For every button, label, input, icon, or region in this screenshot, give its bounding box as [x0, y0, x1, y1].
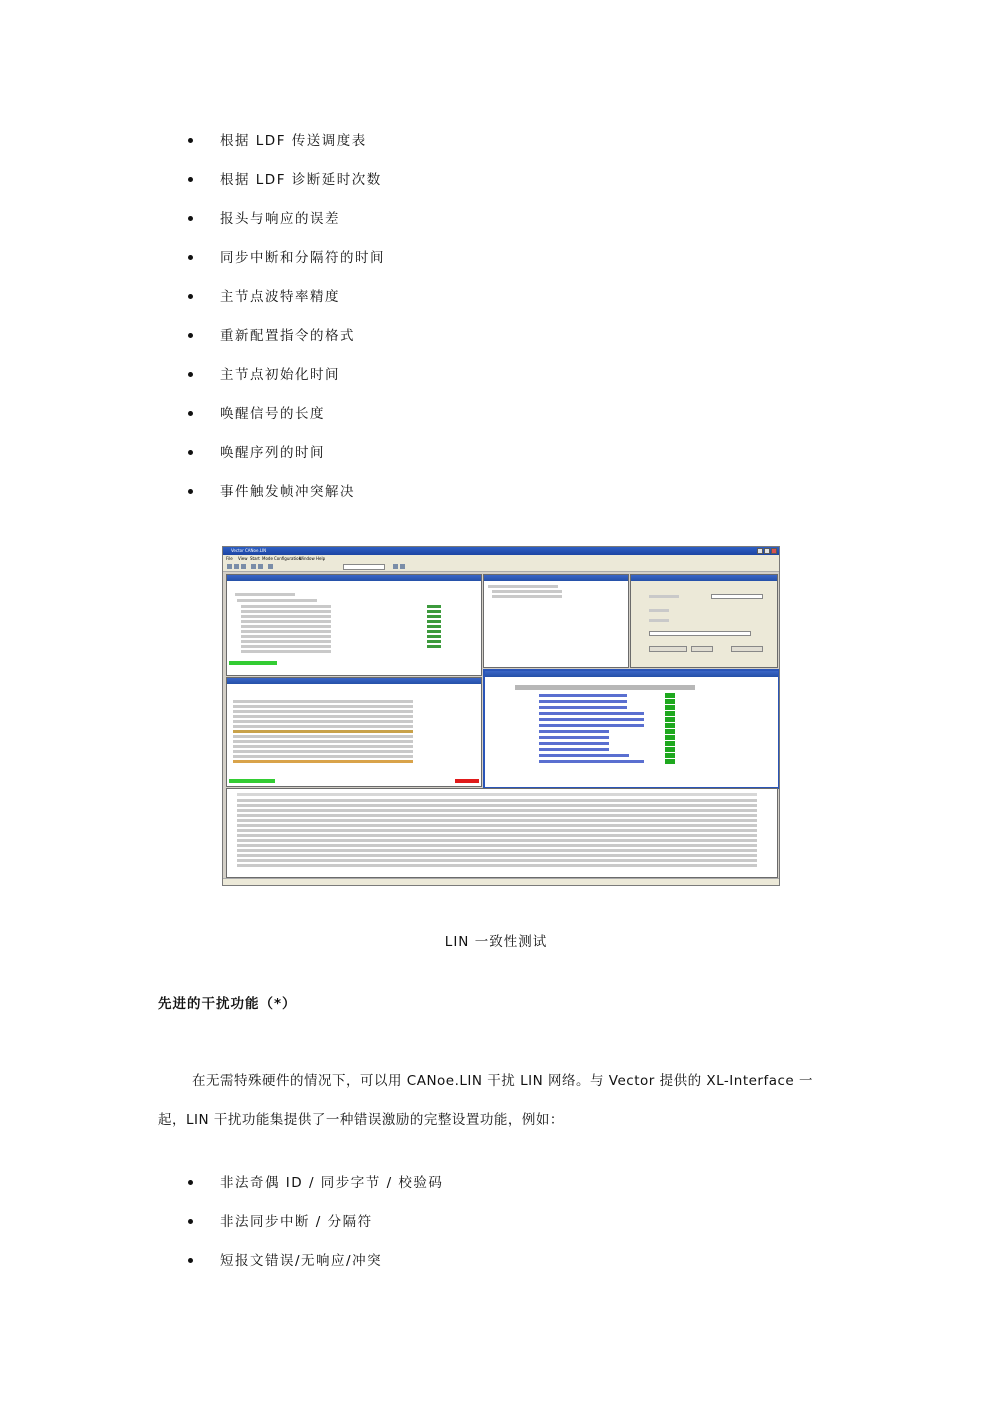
table-row [237, 849, 757, 852]
report-link[interactable] [539, 718, 644, 721]
table-row [237, 844, 757, 847]
bullet-dot-icon [188, 1258, 193, 1263]
status-badge [427, 610, 441, 613]
bullet-dot-icon [188, 294, 193, 299]
bullet-dot-icon [188, 1219, 193, 1224]
menu-view[interactable]: View [238, 556, 248, 561]
stop-icon[interactable] [258, 564, 263, 569]
bullet-dot-icon [188, 411, 193, 416]
error-indicator [455, 779, 479, 783]
test-log-panel [226, 677, 482, 787]
open-icon[interactable] [234, 564, 239, 569]
table-row [237, 839, 757, 842]
report-link[interactable] [539, 724, 644, 727]
apply-button[interactable] [731, 646, 763, 652]
table-row [237, 824, 757, 827]
toolbar [223, 562, 779, 572]
app-titlebar: Vector CANoe.LIN [223, 547, 779, 555]
menu-mode[interactable]: Mode [262, 556, 273, 561]
table-row [237, 799, 757, 802]
cancel-button[interactable] [691, 646, 713, 652]
new-icon[interactable] [227, 564, 232, 569]
table-row [237, 864, 757, 867]
bullet-dot-icon [188, 1180, 193, 1185]
table-row [237, 819, 757, 822]
bullet-dot-icon [188, 255, 193, 260]
save-icon[interactable] [241, 564, 246, 569]
section-header [515, 685, 695, 690]
graphics-icon[interactable] [400, 564, 405, 569]
bullet-dot-icon [188, 216, 193, 221]
progress-bar [229, 661, 277, 665]
trace-window [226, 788, 778, 878]
start-icon[interactable] [251, 564, 256, 569]
report-link[interactable] [539, 754, 629, 757]
report-link[interactable] [539, 760, 644, 763]
table-header [237, 793, 757, 796]
status-badge [427, 635, 441, 638]
minimize-icon[interactable] [757, 548, 763, 554]
test-settings-dialog [630, 574, 778, 668]
trace-icon[interactable] [393, 564, 398, 569]
status-bar [223, 878, 779, 885]
report-link[interactable] [539, 712, 644, 715]
close-icon[interactable] [771, 548, 777, 554]
node-select[interactable] [711, 594, 763, 599]
status-badge [427, 630, 441, 633]
table-row [237, 834, 757, 837]
menu-help[interactable]: Help [316, 556, 326, 561]
table-row [237, 809, 757, 812]
bullet-dot-icon [188, 177, 193, 182]
status-badge [427, 625, 441, 628]
status-badge [427, 605, 441, 608]
status-badge [427, 645, 441, 648]
report-link[interactable] [539, 706, 627, 709]
report-link[interactable] [539, 700, 627, 703]
maximize-icon[interactable] [764, 548, 770, 554]
ok-button[interactable] [649, 646, 687, 652]
test-tree-panel [226, 574, 482, 676]
menu-bar [223, 555, 779, 562]
bullet-dot-icon [188, 489, 193, 494]
paragraph-line: 起，LIN 干扰功能集提供了一种错误激励的完整设置功能，例如： [158, 1112, 564, 1128]
status-badge [427, 615, 441, 618]
mode-select[interactable] [343, 564, 385, 570]
environment-panel [483, 574, 629, 668]
bullet-dot-icon [188, 450, 193, 455]
menu-configuration[interactable]: Configuration [274, 556, 302, 561]
file-input[interactable] [649, 631, 751, 636]
report-link[interactable] [539, 730, 609, 733]
table-row [237, 814, 757, 817]
table-row [237, 859, 757, 862]
test-tree-titlebar [227, 575, 481, 581]
table-row [237, 829, 757, 832]
table-row [237, 854, 757, 857]
figure-caption: LIN 一致性测试 [444, 934, 548, 950]
test-log-titlebar [227, 678, 481, 684]
report-link[interactable] [539, 736, 609, 739]
canoe-screenshot [222, 546, 780, 886]
progress-bar [229, 779, 275, 783]
table-row [237, 804, 757, 807]
report-window [483, 669, 780, 789]
menu-file[interactable]: File [226, 556, 233, 561]
bullet-dot-icon [188, 138, 193, 143]
section-heading: 先进的干扰功能（*） [158, 996, 297, 1012]
paragraph-line: 在无需特殊硬件的情况下，可以用 CANoe.LIN 干扰 LIN 网络。与 Vector 提供的 XL-Interface 一 [192, 1073, 814, 1089]
status-badge [427, 620, 441, 623]
menu-start[interactable]: Start [250, 556, 260, 561]
report-link[interactable] [539, 694, 627, 697]
bullet-dot-icon [188, 333, 193, 338]
report-link[interactable] [539, 748, 609, 751]
menu-window[interactable]: Window [299, 556, 315, 561]
bullet-dot-icon [188, 372, 193, 377]
config-icon[interactable] [268, 564, 273, 569]
report-link[interactable] [539, 742, 609, 745]
status-badge [427, 640, 441, 643]
